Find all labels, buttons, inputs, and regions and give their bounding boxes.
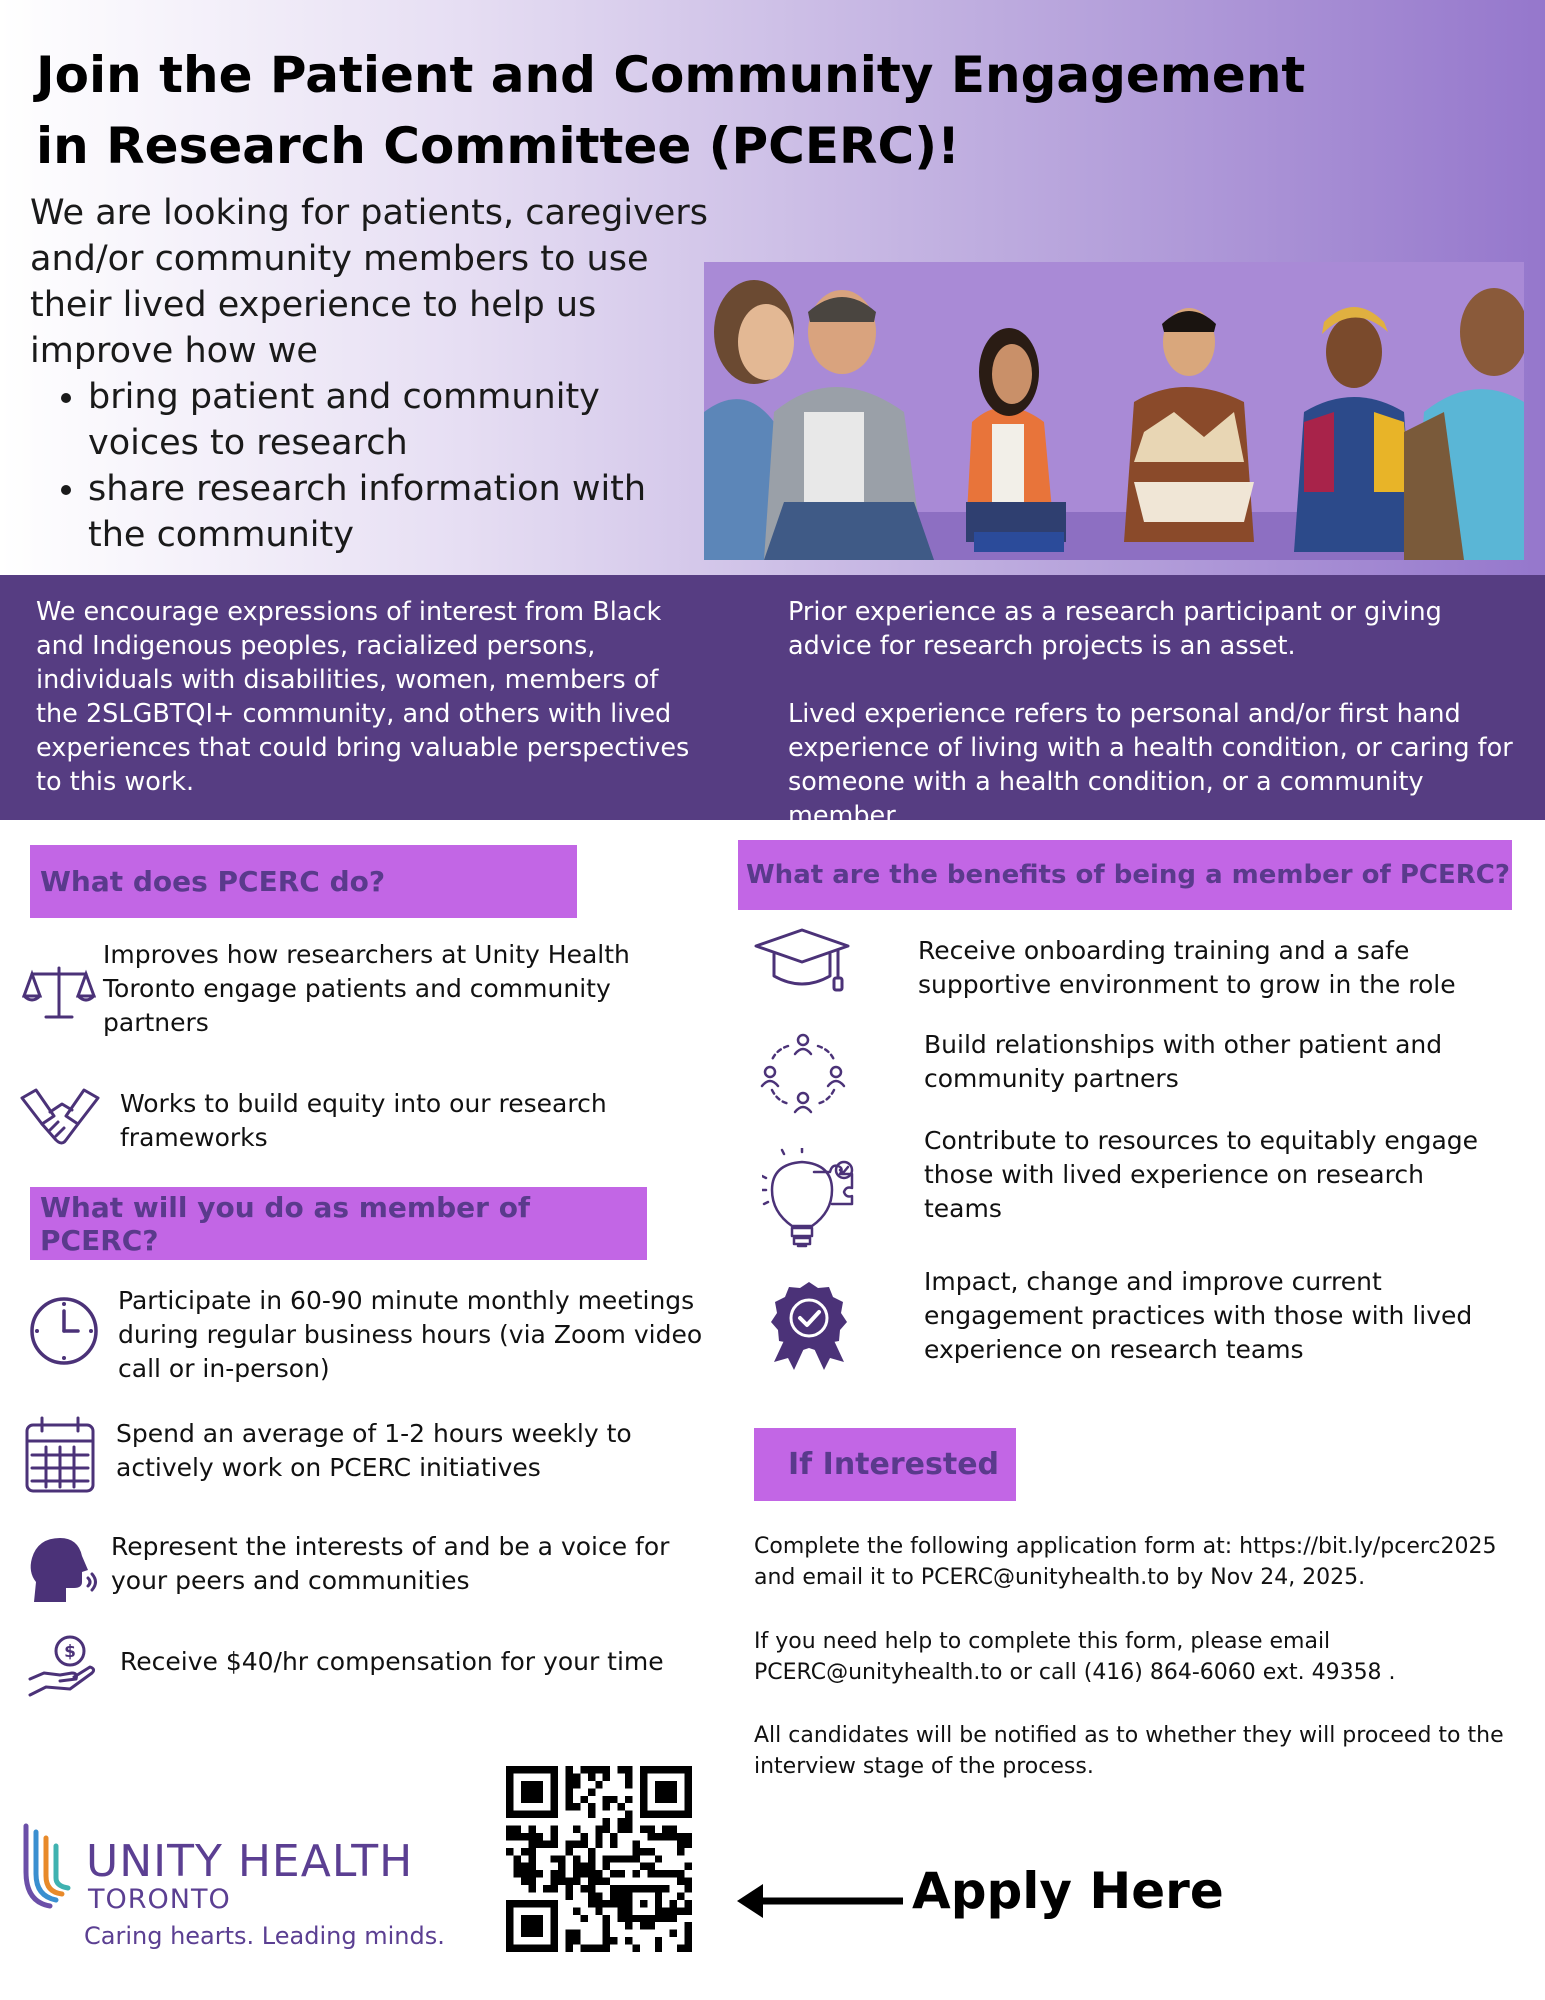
speaking-head-icon [26,1536,100,1604]
interested-text-1: Complete the following application form at: https://bit.ly/pcerc2025 and email it to PCERC@unityhealth.to by Nov 24, 2025. [754,1534,1497,1590]
interested-heading: If Interested [754,1428,1016,1501]
logo-tagline: Caring hearts. Leading minds. [84,1922,445,1950]
logo-name: UNITY HEALTH [86,1836,414,1887]
qr-code[interactable] [506,1766,692,1952]
apply-here-label[interactable]: Apply Here [912,1862,1224,1920]
band-right-text-2: Lived experience refers to personal and/or first hand experience of living with a health condition, or caring for someone with a health condition, or a community member [788,699,1513,831]
what-will-item-1: Participate in 60-90 minute monthly meetings during regular business hours (via Zoom video call or in-person) [118,1286,703,1383]
band-right-column [788,595,1518,867]
intro-bullets [30,374,710,558]
what-will-item-2: Spend an average of 1-2 hours weekly to actively work on PCERC initiatives [116,1419,632,1482]
unity-health-logo [20,1822,460,1952]
calendar-icon [24,1415,96,1495]
benefits-item-1: Receive onboarding training and a safe supportive environment to grow in the role [918,936,1456,999]
what-does-heading: What does PCERC do? [30,845,577,918]
intro-bullet: • bring patient and community voices to research [88,374,710,466]
clock-icon [28,1295,100,1367]
benefits-item-2: Build relationships with other patient and community partners [924,1030,1443,1093]
benefits-item-3: Contribute to resources to equitably engage those with lived experience on research teams [924,1126,1479,1223]
handshake-icon [20,1086,100,1156]
network-people-icon [758,1032,848,1116]
intro-block [30,190,710,558]
page-title: Join the Patient and Community Engagement in Research Committee (PCERC)! [36,46,1306,175]
money-hand-icon [26,1633,98,1699]
band-right-text-1: Prior experience as a research participant or giving advice for research projects is an asset. [788,597,1442,661]
what-will-heading: What will you do as member of PCERC? [30,1187,647,1260]
svg-text:$: $ [64,1642,76,1662]
what-will-item-4: Receive $40/hr compensation for your time [120,1647,664,1676]
graduation-cap-icon [752,926,852,994]
what-does-item-2: Works to build equity into our research frameworks [120,1089,607,1152]
info-band [0,575,1545,831]
logo-sub: TORONTO [88,1884,231,1915]
benefits-heading: What are the benefits of being a member of PCERC? [738,840,1512,910]
award-badge-icon [768,1280,850,1372]
lightbulb-puzzle-icon [762,1148,856,1254]
benefits-item-4: Impact, change and improve current engagement practices with those with lived experience on research teams [924,1267,1473,1364]
band-left-column [36,595,706,833]
interested-text-3: All candidates will be notified as to whether they will proceed to the interview stage of the process. [754,1723,1504,1779]
intro-text: We are looking for patients, caregivers and/or community members to use their lived experience to help us improve how we [30,193,708,371]
group-photo [704,262,1524,560]
logo-mark-icon [20,1822,74,1912]
interested-text-2: If you need help to complete this form, please email PCERC@unityhealth.to or call (416) 864-6060 ext. 49358 . [754,1629,1396,1685]
what-will-item-3: Represent the interests of and be a voice for your peers and communities [111,1532,670,1595]
intro-bullet: • share research information with the community [88,466,710,558]
band-left-text: We encourage expressions of interest from Black and Indigenous peoples, racialized persons, individuals with disabilities, women, members of the 2SLGBTQI+ community, and others with lived experiences that could bring valuable perspectives to this work. [36,597,690,797]
what-does-item-1: Improves how researchers at Unity Health Toronto engage patients and community partners [103,940,630,1037]
arrow-left-icon [735,1878,905,1924]
scales-icon [22,962,96,1024]
